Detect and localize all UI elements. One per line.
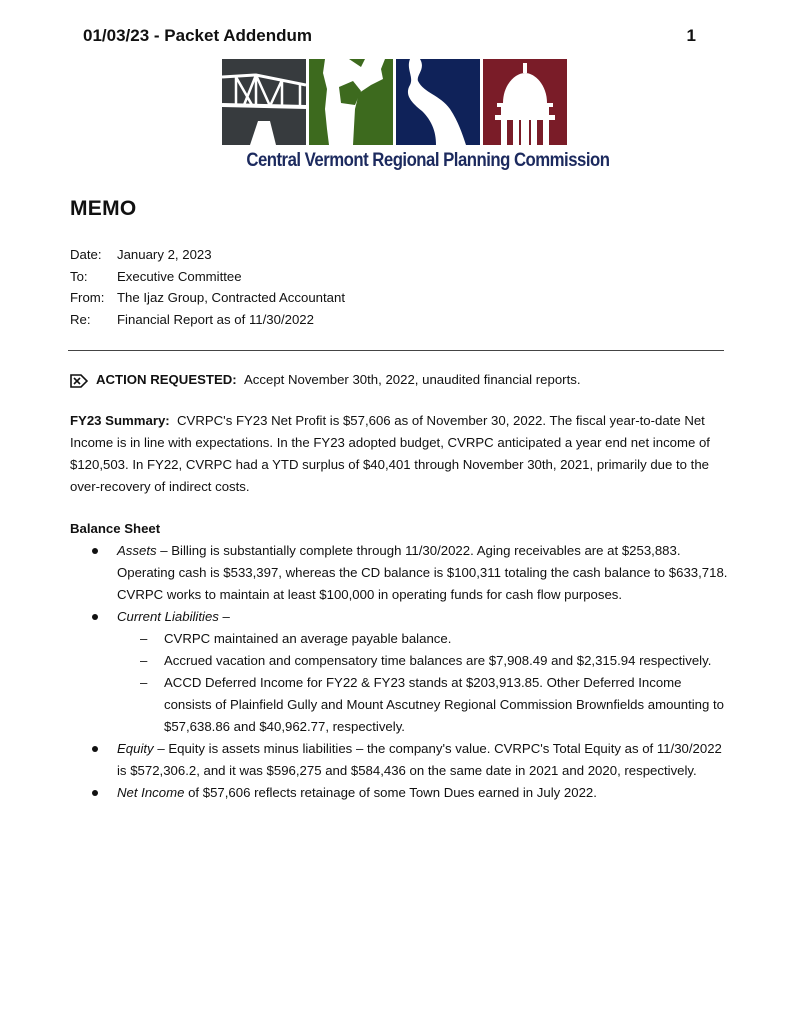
meta-value: Financial Report as of 11/30/2022 [117, 311, 314, 327]
river-icon [396, 59, 480, 145]
bridge-icon [222, 59, 306, 145]
cvrpc-logo [222, 59, 610, 179]
meta-key: From: [70, 290, 105, 306]
item-label: Current Liabilities [117, 609, 219, 625]
memo-document [70, 196, 730, 804]
meta-value: The Ijaz Group, Contracted Accountant [117, 290, 345, 306]
summary-text: CVRPC's FY23 Net Profit is $57,606 as of November 30, 2022. The fiscal year-to-date Net Income is in line with expectations. In the FY23 adopted budget, CVRPC anticipated a year end net income of $120,503. In FY22, CVRPC had a YTD surplus of $40,401 through November 30th, 2021, primarily due to the over-recovery of indirect costs. [70, 413, 710, 495]
dash-icon: – [140, 675, 148, 691]
meta-date [70, 244, 730, 266]
bullet-icon [92, 790, 98, 796]
meta-value: January 2, 2023 [117, 247, 212, 262]
item-label: Assets [117, 543, 157, 559]
item-label: Equity [117, 741, 154, 757]
item-text: of $57,606 reflects retainage of some Town Dues earned in July 2022. [184, 785, 597, 801]
item-text: – Equity is assets minus liabilities – the company's value. CVRPC's Total Equity as of 11/30/2022 is $572,306.2, and it was $596,275 and $584,436 on the same date in 2021 and 2020, respectively. [117, 741, 722, 779]
meta-key: Date: [70, 247, 102, 262]
page-header [83, 26, 696, 50]
liabilities-sublist [117, 628, 730, 738]
item-text: – Billing is substantially complete through 11/30/2022. Aging receivables are at $253,883. Operating cash is $533,397, whereas the CD balance is $100,311 totaling the cash balance to $633,718. CVRPC works to maintain at least $100,000 in operating funds for cash flow purposes. [117, 543, 728, 603]
checkbox-x-arrow-icon [70, 373, 88, 387]
list-item-net-income [70, 782, 730, 804]
item-label: Net Income [117, 785, 185, 801]
sublist-item-text: CVRPC maintained an average payable balance. [164, 631, 452, 647]
action-requested [70, 369, 730, 391]
sublist-item [117, 672, 730, 738]
vermont-map-icon [309, 59, 393, 145]
org-name: Central Vermont Regional Planning Commission [246, 149, 610, 171]
dash-icon: – [140, 631, 148, 647]
sublist-item [117, 628, 730, 650]
divider [68, 350, 724, 351]
meta-key: Re: [70, 311, 91, 327]
meta-from [70, 287, 730, 309]
meta-key: To: [70, 268, 88, 284]
list-item-current-liabilities [70, 606, 730, 738]
memo-title: MEMO [70, 197, 137, 220]
list-item-assets [70, 540, 730, 606]
action-label: ACTION REQUESTED: [96, 372, 237, 388]
meta-re [70, 309, 730, 331]
capitol-dome-icon [483, 59, 567, 145]
action-text: Accept November 30th, 2022, unaudited financial reports. [244, 372, 581, 388]
item-text: – [218, 609, 230, 625]
bullet-icon [92, 746, 98, 752]
dash-icon: – [140, 653, 148, 669]
bullet-icon [92, 614, 98, 620]
balance-sheet-list [70, 540, 730, 804]
sublist-item-text: Accrued vacation and compensatory time balances are $7,908.49 and $2,315.94 respectively. [164, 653, 712, 669]
bullet-icon [92, 548, 98, 554]
packet-title: 01/03/23 - Packet Addendum [83, 26, 312, 45]
meta-to [70, 266, 730, 288]
fy23-summary [70, 410, 730, 498]
memo-meta [70, 244, 730, 330]
page-number: 1 [686, 26, 696, 45]
summary-label: FY23 Summary: [70, 413, 170, 429]
list-item-equity [70, 738, 730, 782]
sublist-item-text: ACCD Deferred Income for FY22 & FY23 stands at $203,913.85. Other Deferred Income consists of Plainfield Gully and Mount Ascutney Regional Commission Brownfields amounting to $57,638.86 and $40,962.77, respectively. [164, 675, 725, 735]
meta-value: Executive Committee [117, 268, 242, 284]
balance-sheet-heading: Balance Sheet [70, 521, 161, 537]
sublist-item [117, 650, 730, 672]
